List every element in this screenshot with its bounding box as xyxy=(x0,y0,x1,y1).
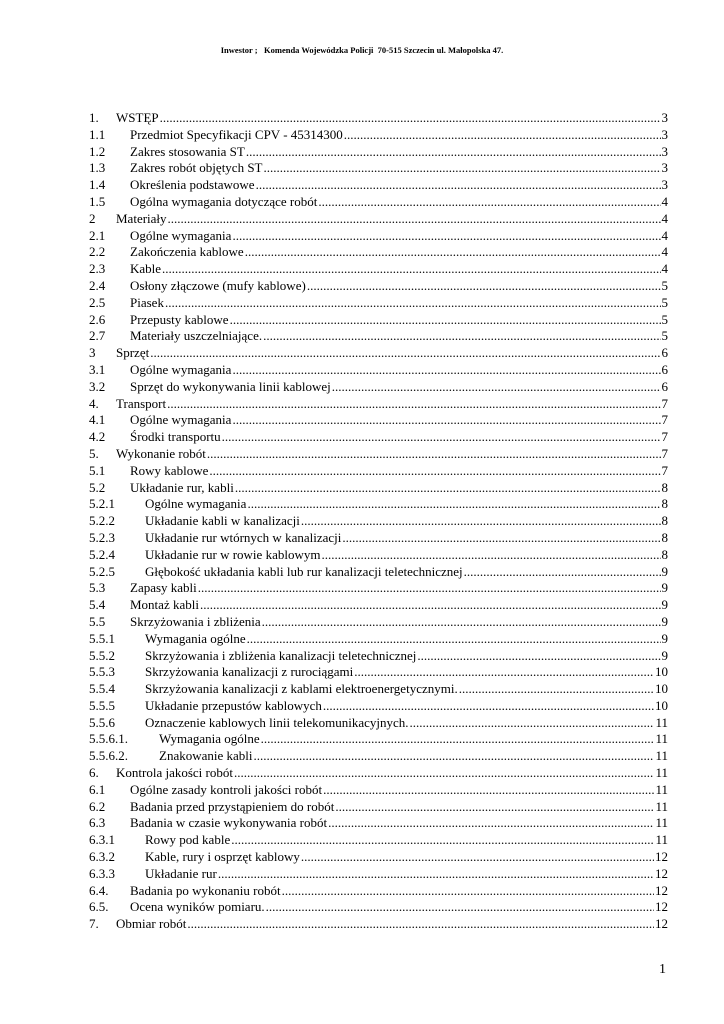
toc-entry-title: Układanie rur xyxy=(145,865,217,881)
toc-entry[interactable] xyxy=(89,731,668,748)
toc-leader-dots xyxy=(218,866,654,883)
toc-leader-dots xyxy=(328,815,654,832)
toc-leader-dots xyxy=(247,496,660,513)
toc-entry-title: Kable xyxy=(130,261,162,277)
toc-entry[interactable] xyxy=(89,463,668,480)
toc-entry-page: 3 xyxy=(661,110,668,125)
toc-entry[interactable] xyxy=(89,799,668,816)
toc-leader-dots xyxy=(323,782,654,799)
toc-entry-number: 6.5. xyxy=(89,899,109,915)
toc-entry[interactable] xyxy=(89,446,668,463)
toc-entry-number: 5.5.6.2. xyxy=(89,748,128,764)
toc-entry[interactable] xyxy=(89,345,668,362)
toc-entry-page: 7 xyxy=(661,412,668,428)
toc-entry-page: 6 xyxy=(661,345,668,361)
toc-entry[interactable] xyxy=(89,748,668,765)
toc-entry[interactable] xyxy=(89,849,668,866)
toc-entry-number: 6.3.1 xyxy=(89,832,115,848)
toc-entry-title: Badania po wykonaniu robót xyxy=(130,882,281,898)
toc-entry-title: Obmiar robót xyxy=(116,916,187,932)
toc-entry-number: 5.5 xyxy=(89,613,106,629)
toc-entry-title: Rowy kablowe xyxy=(130,462,209,478)
toc-entry[interactable] xyxy=(89,597,668,614)
toc-leader-dots xyxy=(247,631,661,648)
toc-entry-title: Zakończenia kablowe xyxy=(130,244,244,260)
toc-leader-dots xyxy=(168,211,661,228)
toc-entry-page: 3 xyxy=(661,143,668,159)
toc-leader-dots xyxy=(230,312,661,329)
toc-entry-title: Głębokość układania kabli lub rur kanalizacji teletechnicznej xyxy=(145,563,463,579)
toc-entry-page: 11 xyxy=(655,815,668,831)
toc-entry-number: 5.1 xyxy=(89,462,106,478)
toc-entry-title: Układanie kabli w kanalizacji xyxy=(145,513,300,529)
toc-entry-page: 4 xyxy=(661,210,668,226)
toc-entry[interactable] xyxy=(89,261,668,278)
toc-entry-page: 5 xyxy=(661,277,668,293)
toc-leader-dots xyxy=(464,564,661,581)
toc-entry-title: Transport xyxy=(116,395,167,411)
toc-entry-page: 11 xyxy=(655,748,668,764)
toc-entry-page: 10 xyxy=(655,681,668,697)
toc-entry-number: 4.1 xyxy=(89,412,106,428)
toc-entry[interactable] xyxy=(89,765,668,782)
toc-entry-title: Środki transportu xyxy=(130,429,221,445)
toc-entry-title: Zakres stosowania ST xyxy=(130,143,245,159)
toc-entry-number: 3.1 xyxy=(89,361,106,377)
toc-entry-number: 6.3 xyxy=(89,815,106,831)
toc-entry-page: 6 xyxy=(661,361,668,377)
toc-entry-number: 5.2.1 xyxy=(89,496,115,512)
toc-entry-page: 3 xyxy=(661,160,668,176)
toc-entry-page: 11 xyxy=(655,731,668,747)
toc-entry-number: 5.5.3 xyxy=(89,664,115,680)
toc-entry-number: 5.5.6.1. xyxy=(89,731,128,747)
toc-entry-title: Kable, rury i osprzęt kablowy xyxy=(145,849,300,865)
toc-entry-title: Ogólne wymagania xyxy=(130,361,232,377)
toc-entry-number: 4. xyxy=(89,395,99,411)
toc-entry[interactable] xyxy=(89,211,668,228)
toc-leader-dots xyxy=(354,664,654,681)
toc-entry[interactable] xyxy=(89,664,668,681)
toc-entry[interactable] xyxy=(89,412,668,429)
toc-entry-number: 3 xyxy=(89,345,96,361)
toc-entry-title: Skrzyżowania kanalizacji z rurociągami xyxy=(145,664,354,680)
toc-entry[interactable] xyxy=(89,715,668,732)
toc-entry-title: WSTĘP xyxy=(116,110,159,125)
page-number: 1 xyxy=(659,962,666,977)
toc-entry[interactable] xyxy=(89,782,668,799)
toc-entry-title: Zakres robót objętych ST xyxy=(130,160,263,176)
toc-leader-dots xyxy=(245,244,661,261)
toc-leader-dots xyxy=(187,916,654,933)
toc-entry[interactable] xyxy=(89,127,668,144)
toc-leader-dots xyxy=(200,597,661,614)
toc-entry-number: 1.2 xyxy=(89,143,106,159)
toc-entry[interactable] xyxy=(89,362,668,379)
toc-entry[interactable] xyxy=(89,295,668,312)
toc-entry-title: Ogólne wymagania xyxy=(130,412,232,428)
toc-leader-dots xyxy=(232,362,660,379)
toc-entry-number: 2.4 xyxy=(89,277,106,293)
toc-entry-title: Wymagania ogólne xyxy=(145,630,246,646)
toc-leader-dots xyxy=(232,228,660,245)
toc-entry-page: 4 xyxy=(661,227,668,243)
toc-entry-page: 8 xyxy=(661,496,668,512)
toc-entry-title: Ogólna wymagania dotyczące robót xyxy=(130,193,318,209)
toc-entry[interactable] xyxy=(89,815,668,832)
toc-entry-number: 5.2 xyxy=(89,479,106,495)
toc-entry[interactable] xyxy=(89,278,668,295)
toc-entry-title: Montaż kabli xyxy=(130,597,199,613)
toc-entry[interactable] xyxy=(89,396,668,413)
toc-entry-number: 6. xyxy=(89,765,99,781)
toc-entry-number: 2.6 xyxy=(89,311,106,327)
toc-entry-number: 5. xyxy=(89,445,99,461)
toc-leader-dots xyxy=(254,748,655,765)
toc-leader-dots xyxy=(301,513,661,530)
toc-entry-page: 10 xyxy=(655,697,668,713)
toc-entry-title: Osłony złączowe (mufy kablowe) xyxy=(130,277,306,293)
document-header: Inwestor ; Komenda Wojewódzka Policji 70-515 Szczecin ul. Małopolska 47. xyxy=(220,45,504,55)
toc-leader-dots xyxy=(167,396,660,413)
toc-entry-page: 8 xyxy=(661,513,668,529)
toc-entry-title: Badania przed przystąpieniem do robót xyxy=(130,798,335,814)
toc-entry-title: Sprzęt do wykonywania linii kablowej xyxy=(130,378,331,394)
toc-entry[interactable] xyxy=(89,681,668,698)
toc-entry[interactable] xyxy=(89,631,668,648)
toc-entry[interactable] xyxy=(89,244,668,261)
toc-entry-number: 6.1 xyxy=(89,781,106,797)
toc-entry-page: 9 xyxy=(661,630,668,646)
toc-entry[interactable] xyxy=(89,547,668,564)
toc-leader-dots xyxy=(342,530,660,547)
toc-entry-title: Zapasy kabli xyxy=(130,580,197,596)
toc-entry-number: 6.3.3 xyxy=(89,865,115,881)
toc-entry-page: 9 xyxy=(661,597,668,613)
toc-entry-title: Piasek xyxy=(130,294,164,310)
toc-leader-dots xyxy=(207,446,661,463)
toc-entry-number: 5.2.4 xyxy=(89,546,115,562)
toc-entry[interactable] xyxy=(89,194,668,211)
toc-leader-dots xyxy=(459,681,654,698)
toc-entry-title: Układanie rur w rowie kablowym xyxy=(145,546,321,562)
toc-entry-number: 6.2 xyxy=(89,798,106,814)
toc-entry-number: 1. xyxy=(89,110,99,125)
toc-entry-number: 5.5.6 xyxy=(89,714,115,730)
toc-leader-dots xyxy=(262,614,661,631)
toc-entry-page: 12 xyxy=(655,916,668,932)
toc-entry-title: Określenia podstawowe xyxy=(130,177,255,193)
toc-entry-page: 7 xyxy=(661,462,668,478)
toc-entry-number: 6.3.2 xyxy=(89,849,115,865)
table-of-contents xyxy=(89,110,668,933)
toc-entry[interactable] xyxy=(89,177,668,194)
toc-entry-title: Skrzyżowania kanalizacji z kablami elektroenergetycznymi. xyxy=(145,681,458,697)
toc-entry[interactable] xyxy=(89,110,668,127)
toc-leader-dots xyxy=(263,328,660,345)
toc-leader-dots xyxy=(318,194,660,211)
toc-entry[interactable] xyxy=(89,832,668,849)
toc-leader-dots xyxy=(410,715,655,732)
toc-entry[interactable] xyxy=(89,580,668,597)
toc-entry-title: Rowy pod kable xyxy=(145,832,231,848)
toc-entry-page: 6 xyxy=(661,378,668,394)
toc-entry-page: 4 xyxy=(661,261,668,277)
toc-entry[interactable] xyxy=(89,228,668,245)
toc-entry-page: 12 xyxy=(655,849,668,865)
toc-entry[interactable] xyxy=(89,698,668,715)
toc-entry[interactable] xyxy=(89,480,668,497)
toc-entry-title: Kontrola jakości robót xyxy=(116,765,233,781)
toc-entry[interactable] xyxy=(89,312,668,329)
toc-entry-number: 5.2.2 xyxy=(89,513,115,529)
toc-entry[interactable] xyxy=(89,144,668,161)
toc-entry[interactable] xyxy=(89,530,668,547)
toc-entry-page: 3 xyxy=(661,177,668,193)
toc-entry-title: Ocena wyników pomiaru. xyxy=(130,899,265,915)
toc-entry-page: 8 xyxy=(661,546,668,562)
toc-leader-dots xyxy=(335,799,654,816)
toc-entry-page: 9 xyxy=(661,647,668,663)
toc-leader-dots xyxy=(417,648,660,665)
toc-entry[interactable] xyxy=(89,883,668,900)
toc-leader-dots xyxy=(198,580,661,597)
toc-entry[interactable] xyxy=(89,328,668,345)
toc-entry-title: Ogólne zasady kontroli jakości robót xyxy=(130,781,323,797)
toc-entry-number: 5.2.5 xyxy=(89,563,115,579)
toc-leader-dots xyxy=(332,379,661,396)
toc-leader-dots xyxy=(232,412,660,429)
toc-entry-number: 4.2 xyxy=(89,429,106,445)
toc-leader-dots xyxy=(307,278,661,295)
toc-leader-dots xyxy=(321,547,660,564)
toc-entry[interactable] xyxy=(89,614,668,631)
toc-entry-title: Wykonanie robót xyxy=(116,445,206,461)
toc-entry[interactable] xyxy=(89,496,668,513)
toc-entry-page: 5 xyxy=(661,311,668,327)
toc-entry-title: Ogólne wymagania xyxy=(130,227,232,243)
toc-leader-dots xyxy=(256,177,661,194)
toc-entry-number: 2.5 xyxy=(89,294,106,310)
toc-entry-title: Oznaczenie kablowych linii telekomunikacyjnych. xyxy=(145,714,409,730)
toc-entry-number: 5.5.5 xyxy=(89,697,115,713)
toc-entry-number: 1.3 xyxy=(89,160,106,176)
toc-entry[interactable] xyxy=(89,899,668,916)
toc-entry-title: Skrzyżowania i zbliżenia kanalizacji teletechnicznej xyxy=(145,647,417,663)
toc-entry-title: Układanie przepustów kablowych xyxy=(145,697,322,713)
toc-entry-title: Materiały uszczelniające. xyxy=(130,328,263,344)
toc-entry-number: 2 xyxy=(89,210,96,226)
toc-entry-page: 9 xyxy=(661,580,668,596)
toc-leader-dots xyxy=(160,110,661,127)
toc-entry-page: 9 xyxy=(661,613,668,629)
toc-entry-number: 2.3 xyxy=(89,261,106,277)
toc-entry-title: Układanie rur, kabli xyxy=(130,479,234,495)
toc-entry-page: 11 xyxy=(655,832,668,848)
toc-entry-number: 3.2 xyxy=(89,378,106,394)
toc-leader-dots xyxy=(165,295,661,312)
toc-entry-title: Ogólne wymagania xyxy=(145,496,247,512)
toc-entry-number: 5.2.3 xyxy=(89,529,115,545)
toc-entry-number: 2.7 xyxy=(89,328,106,344)
toc-entry-number: 5.5.1 xyxy=(89,630,115,646)
toc-entry-page: 11 xyxy=(655,714,668,730)
toc-entry-title: Znakowanie kabli xyxy=(159,748,253,764)
toc-leader-dots xyxy=(282,883,654,900)
toc-leader-dots xyxy=(235,480,661,497)
toc-entry-page: 8 xyxy=(661,479,668,495)
toc-entry-page: 4 xyxy=(661,193,668,209)
toc-entry-page: 11 xyxy=(655,765,668,781)
toc-entry-page: 7 xyxy=(661,429,668,445)
toc-leader-dots xyxy=(301,849,654,866)
toc-entry-page: 7 xyxy=(661,445,668,461)
toc-entry-page: 12 xyxy=(655,899,668,915)
toc-entry-title: Materiały xyxy=(116,210,167,226)
toc-entry-page: 4 xyxy=(661,244,668,260)
toc-entry-number: 1.5 xyxy=(89,193,106,209)
toc-leader-dots xyxy=(266,899,654,916)
toc-entry-number: 6.4. xyxy=(89,882,109,898)
toc-leader-dots xyxy=(209,463,660,480)
toc-entry-page: 7 xyxy=(661,395,668,411)
toc-entry-page: 10 xyxy=(655,664,668,680)
toc-entry[interactable] xyxy=(89,564,668,581)
toc-entry-page: 12 xyxy=(655,882,668,898)
toc-entry-number: 5.5.4 xyxy=(89,681,115,697)
toc-entry[interactable] xyxy=(89,866,668,883)
toc-leader-dots xyxy=(231,832,654,849)
toc-entry[interactable] xyxy=(89,916,668,933)
toc-entry-number: 5.4 xyxy=(89,597,106,613)
toc-entry-page: 5 xyxy=(661,294,668,310)
toc-entry-number: 1.1 xyxy=(89,126,106,142)
toc-entry-number: 5.5.2 xyxy=(89,647,115,663)
toc-entry-number: 2.1 xyxy=(89,227,106,243)
toc-entry-title: Sprzęt xyxy=(116,345,150,361)
toc-leader-dots xyxy=(162,261,660,278)
toc-entry-title: Przepusty kablowe xyxy=(130,311,229,327)
toc-leader-dots xyxy=(261,731,655,748)
toc-entry-page: 12 xyxy=(655,865,668,881)
toc-entry[interactable] xyxy=(89,429,668,446)
toc-leader-dots xyxy=(150,345,660,362)
toc-leader-dots xyxy=(222,429,661,446)
toc-entry[interactable] xyxy=(89,379,668,396)
toc-entry-page: 11 xyxy=(655,781,668,797)
toc-entry-page: 5 xyxy=(661,328,668,344)
toc-entry-title: Skrzyżowania i zbliżenia xyxy=(130,613,261,629)
toc-entry-title: Wymagania ogólne xyxy=(159,731,260,747)
toc-entry[interactable] xyxy=(89,160,668,177)
toc-entry-number: 7. xyxy=(89,916,99,932)
toc-entry-page: 9 xyxy=(661,563,668,579)
toc-entry-page: 8 xyxy=(661,529,668,545)
toc-entry-page: 11 xyxy=(655,798,668,814)
toc-entry[interactable] xyxy=(89,648,668,665)
toc-entry-number: 1.4 xyxy=(89,177,106,193)
toc-entry-number: 2.2 xyxy=(89,244,106,260)
toc-leader-dots xyxy=(264,160,661,177)
toc-leader-dots xyxy=(323,698,654,715)
toc-leader-dots xyxy=(344,127,661,144)
toc-entry-number: 5.3 xyxy=(89,580,106,596)
toc-leader-dots xyxy=(246,144,661,161)
toc-entry-page: 3 xyxy=(661,126,668,142)
toc-entry-title: Układanie rur wtórnych w kanalizacji xyxy=(145,529,342,545)
toc-entry-title: Przedmiot Specyfikacji CPV - 45314300 xyxy=(130,126,343,142)
toc-entry-title: Badania w czasie wykonywania robót xyxy=(130,815,328,831)
toc-leader-dots xyxy=(234,765,654,782)
toc-entry[interactable] xyxy=(89,513,668,530)
